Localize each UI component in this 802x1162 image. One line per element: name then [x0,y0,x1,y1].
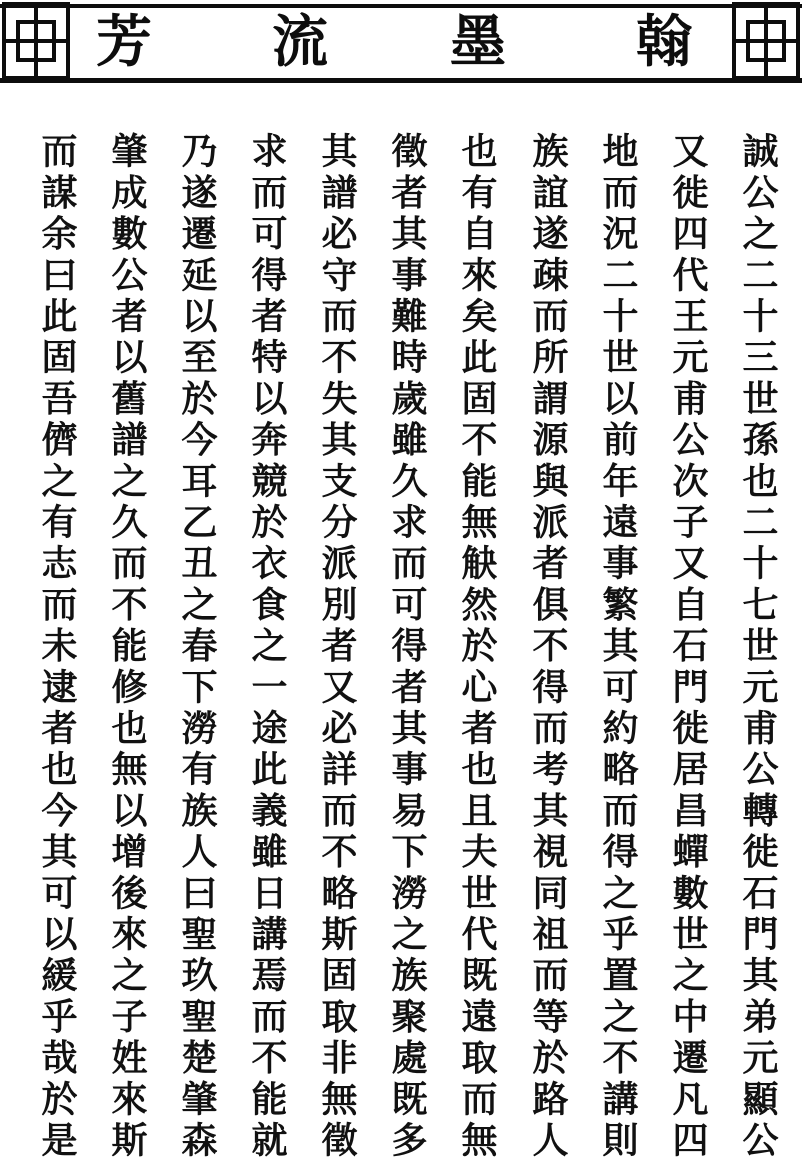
title-char-3: 墨 [450,9,506,75]
text-column-5: 也有自來矣此固不能無觖然於心者也且夫世代既遠取而無 [456,132,498,1162]
text-column-8: 求而可得者特以奔競於衣食之一途此義雖日講焉而不能就 [246,132,288,1162]
left-lattice-ornament [4,4,68,78]
text-column-9: 乃遂遷延以至於今耳乙丑之春下澇有族人曰聖玖聖楚肇森 [176,132,218,1162]
text-column-4: 族誼遂疎而所謂源與派者俱不得而考其視同祖而等於路人 [527,132,569,1162]
text-column-3: 地而況二十世以前年遠事繁其可約略而得之乎置之不講則 [597,132,639,1162]
text-column-6: 徵者其事難時歲雖久求而可得者其事易下澇之族聚處既多 [386,132,428,1162]
text-column-10: 肇成數公者以舊譜之久而不能修也無以增後來之子姓來斯 [106,132,148,1162]
text-column-1: 誠公之二十三世孫也二十七世元甫公轉徙石門其弟元顯公 [737,132,779,1162]
text-column-7: 其譜必守而不失其支分派別者又必詳而不略斯固取非無徵 [316,132,358,1162]
title-char-2: 流 [272,9,328,75]
text-column-11: 而謀余曰此固吾儕之有志而未逮者也今其可以緩乎哉於是 [36,132,78,1162]
title-char-1: 芳 [96,9,152,75]
text-column-2: 又徙四代王元甫公次子又自石門徙居昌蟬數世之中遷凡四 [667,132,709,1162]
right-lattice-ornament [734,4,798,78]
title-char-4: 翰 [636,9,692,75]
